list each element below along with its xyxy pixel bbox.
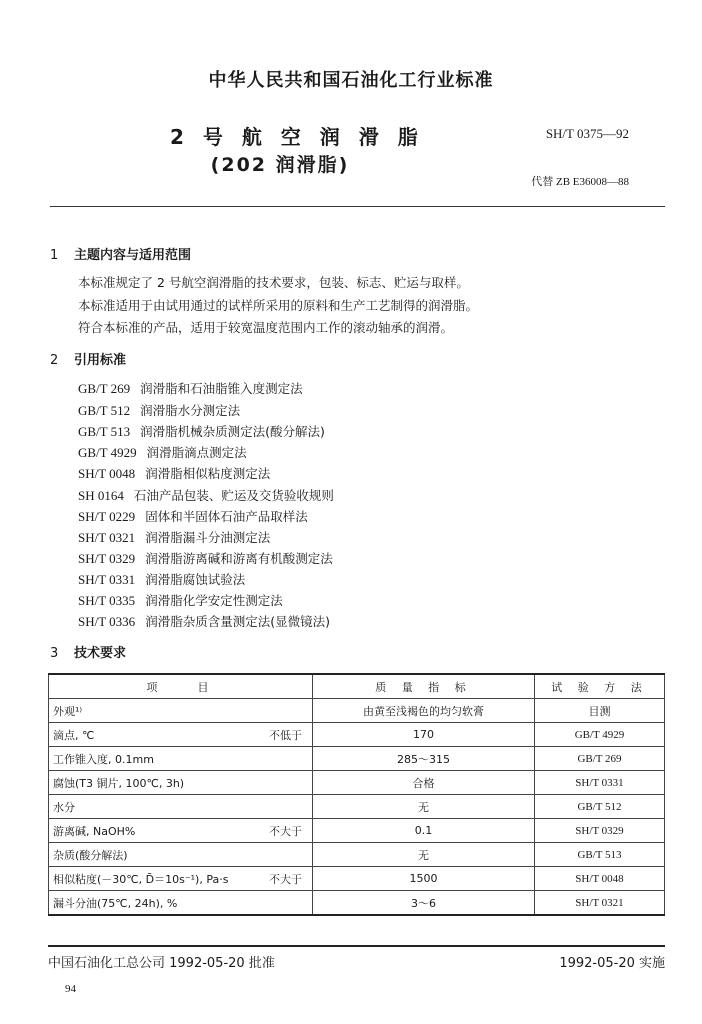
row-item (49, 843, 313, 867)
reference-code: SH/T 0321 (78, 530, 136, 545)
table-row (49, 747, 665, 771)
section-number: 1 (50, 248, 59, 263)
reference-code: SH/T 0329 (78, 551, 136, 566)
reference-item (78, 464, 270, 482)
footer-divider (48, 945, 665, 947)
section-title: 主题内容与适用范围 (74, 248, 192, 263)
row-method: SH/T 0329 (535, 819, 665, 843)
header-test-method: 试 验 方 法 (535, 674, 665, 699)
row-item (49, 699, 313, 723)
row-method: SH/T 0331 (535, 771, 665, 795)
item-name: 杂质(酸分解法) (53, 848, 128, 862)
reference-code: GB/T 269 (78, 381, 131, 396)
item-limit: 不大于 (269, 872, 302, 886)
item-name: 工作锥入度, 0.1mm (53, 752, 154, 766)
reference-item (78, 507, 308, 525)
reference-code: SH/T 0335 (78, 593, 136, 608)
reference-name: 润滑脂漏斗分油测定法 (145, 530, 271, 545)
item-name: 漏斗分油(75℃, 24h), % (53, 896, 178, 910)
item-name: 水分 (53, 800, 75, 814)
standard-title: 2 号 航 空 润 滑 脂 (170, 125, 424, 149)
reference-item (78, 549, 333, 567)
header-divider (50, 206, 665, 207)
technical-requirements-table (48, 673, 665, 916)
row-item (49, 795, 313, 819)
reference-name: 润滑脂游离碱和游离有机酸测定法 (145, 551, 333, 566)
table-row (49, 867, 665, 891)
row-value: 合格 (313, 771, 535, 795)
row-item (49, 819, 313, 843)
reference-code: SH/T 0229 (78, 509, 136, 524)
reference-item (78, 401, 240, 419)
row-method: GB/T 4929 (535, 723, 665, 747)
item-limit: 不低于 (269, 728, 302, 742)
table-row (49, 891, 665, 916)
section-heading (50, 642, 126, 661)
replaces-standard: 代替 ZB E36008—88 (531, 176, 629, 188)
standard-number: SH/T 0375—92 (545, 126, 629, 141)
reference-item (78, 443, 247, 461)
row-value: 无 (313, 843, 535, 867)
reference-code: GB/T 513 (78, 424, 131, 439)
row-item (49, 723, 313, 747)
table-row (49, 843, 665, 867)
reference-code: SH/T 0331 (78, 572, 136, 587)
scope-paragraph: 符合本标准的产品，适用于较宽温度范围内工作的滚动轴承的润滑。 (78, 320, 454, 335)
table-row (49, 699, 665, 723)
reference-name: 润滑脂杂质含量测定法(显微镜法) (145, 614, 330, 629)
reference-name: 润滑脂滴点测定法 (146, 445, 247, 460)
row-value: 1500 (313, 867, 535, 891)
row-method: GB/T 512 (535, 795, 665, 819)
table-row (49, 819, 665, 843)
reference-item (78, 422, 325, 440)
implementation-line: 1992-05-20 实施 (559, 956, 665, 971)
reference-name: 石油产品包装、贮运及交货验收规则 (133, 488, 334, 503)
reference-code: SH/T 0048 (78, 466, 136, 481)
section-number: 3 (50, 646, 59, 661)
reference-item (78, 379, 303, 397)
row-value: 0.1 (313, 819, 535, 843)
table-row (49, 771, 665, 795)
section-heading (50, 244, 191, 263)
item-name: 滴点, ℃ (53, 728, 95, 742)
approval-line: 中国石油化工总公司 1992-05-20 批准 (48, 956, 275, 971)
reference-name: 润滑脂水分测定法 (140, 403, 241, 418)
reference-item (78, 528, 270, 546)
row-item (49, 891, 313, 916)
row-method: 目测 (535, 699, 665, 723)
section-title: 引用标准 (74, 353, 127, 368)
reference-name: 润滑脂相似粘度测定法 (145, 466, 271, 481)
header-quality-index: 质 量 指 标 (313, 674, 535, 699)
reference-code: GB/T 4929 (78, 445, 137, 460)
row-method: SH/T 0321 (535, 891, 665, 916)
item-name: 游离碱, NaOH% (53, 824, 136, 838)
row-method: SH/T 0048 (535, 867, 665, 891)
reference-name: 润滑脂机械杂质测定法(酸分解法) (140, 424, 325, 439)
row-method: GB/T 269 (535, 747, 665, 771)
reference-name: 固体和半固体石油产品取样法 (145, 509, 308, 524)
reference-item (78, 591, 283, 609)
section-heading (50, 349, 126, 368)
table-row (49, 723, 665, 747)
reference-code: GB/T 512 (78, 403, 131, 418)
row-value: 170 (313, 723, 535, 747)
row-value: 3～6 (313, 891, 535, 916)
scope-paragraph: 本标准适用于由试用通过的试样所采用的原料和生产工艺制得的润滑脂。 (78, 298, 479, 313)
header-item: 项 目 (49, 674, 313, 699)
table-header-row (49, 674, 665, 699)
reference-item (78, 486, 334, 504)
reference-item (78, 612, 330, 630)
reference-code: SH/T 0336 (78, 614, 136, 629)
scope-paragraph: 本标准规定了 2 号航空润滑脂的技术要求，包装、标志、贮运与取样。 (78, 275, 469, 290)
section-title: 技术要求 (74, 646, 127, 661)
row-value: 无 (313, 795, 535, 819)
row-value: 285～315 (313, 747, 535, 771)
standard-subtitle: (202 润滑脂) (210, 154, 350, 176)
row-value: 由黄至浅褐色的均匀软膏 (313, 699, 535, 723)
row-item (49, 747, 313, 771)
page-number: 94 (65, 983, 76, 995)
reference-code: SH 0164 (78, 488, 124, 503)
section-number: 2 (50, 353, 59, 368)
item-name: 相似粘度(－30℃, D̄＝10s⁻¹), Pa·s (53, 872, 229, 886)
item-name: 外观¹⁾ (53, 704, 83, 718)
reference-name: 润滑脂化学安定性测定法 (145, 593, 283, 608)
row-item (49, 867, 313, 891)
row-method: GB/T 513 (535, 843, 665, 867)
reference-name: 润滑脂腐蚀试验法 (145, 572, 246, 587)
item-limit: 不大于 (269, 824, 302, 838)
reference-item (78, 570, 245, 588)
item-name: 腐蚀(T3 铜片, 100℃, 3h) (53, 776, 185, 790)
reference-name: 润滑脂和石油脂锥入度测定法 (140, 381, 303, 396)
row-item (49, 771, 313, 795)
table-row (49, 795, 665, 819)
issuing-organization: 中华人民共和国石油化工行业标准 (208, 70, 494, 91)
